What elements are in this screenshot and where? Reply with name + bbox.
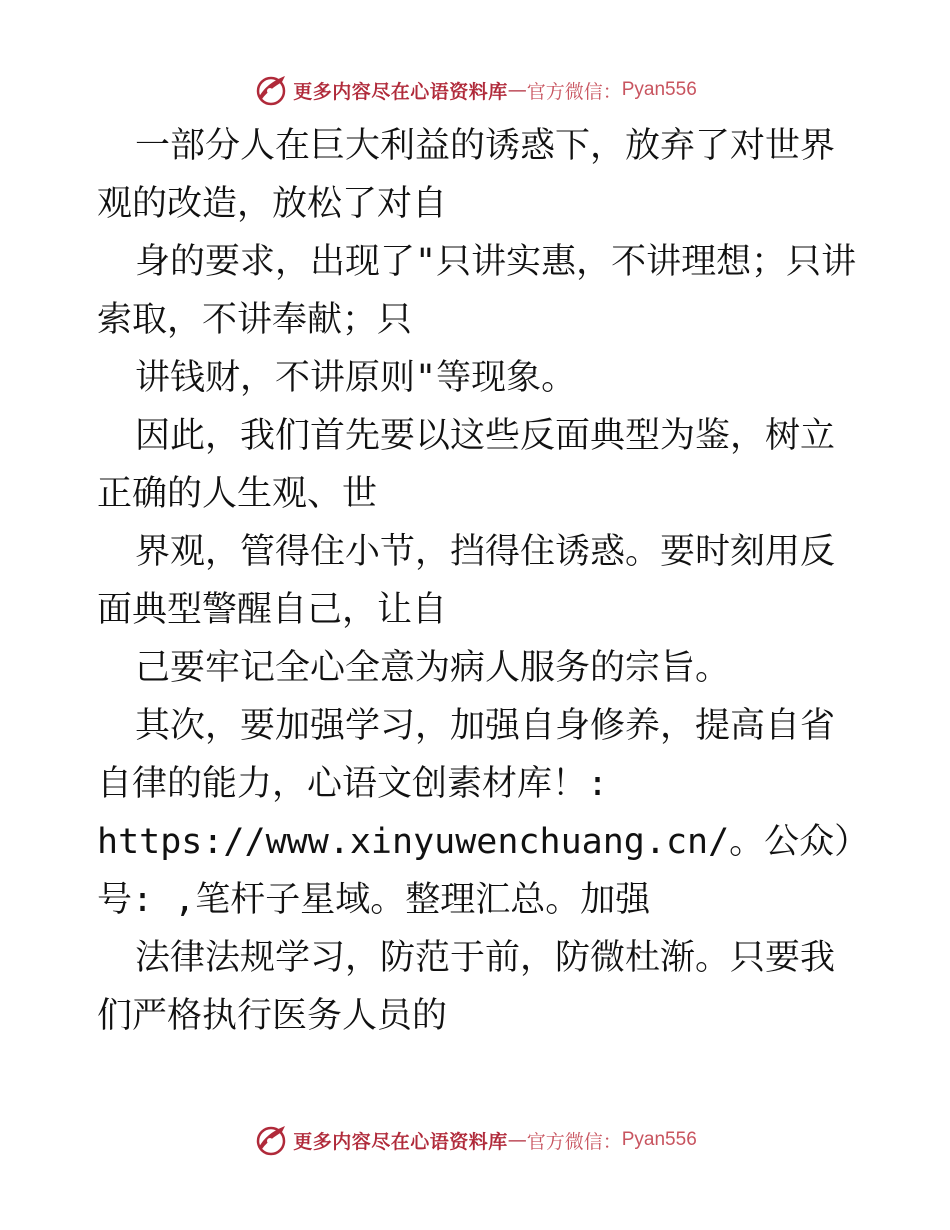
paragraph: 一部分人在巨大利益的诱惑下，放弃了对世界观的改造，放松了对自 bbox=[97, 126, 836, 224]
header-promo-text: 更多内容尽在心语资料库 bbox=[293, 80, 508, 103]
footer-promo-text: 更多内容尽在心语资料库 bbox=[293, 1130, 508, 1153]
paragraph: 身的要求，出现了"只讲实惠，不讲理想；只讲索取，不讲奉献；只 bbox=[97, 242, 857, 340]
paragraph: 法律法规学习，防范于前，防微杜渐。只要我们严格执行医务人员的 bbox=[97, 938, 836, 1036]
paragraph: 界观，管得住小节，挡得住诱惑。要时刻用反面典型警醒自己，让自 bbox=[97, 532, 836, 630]
header-banner bbox=[0, 68, 950, 112]
paragraph: 讲钱财，不讲原则"等现象。 bbox=[135, 358, 577, 398]
paragraph: 其次，要加强学习，加强自身修养，提高自省自律的能力，心语文创素材库！: https://www.xinyuwenchuang.cn/。公众）号: ,笔杆子星域。整理汇总。加强 bbox=[97, 706, 852, 920]
header-wechat-id: Pyan556 bbox=[621, 79, 697, 100]
header-wechat-label: 官方微信： bbox=[526, 80, 622, 103]
paragraph: 因此，我们首先要以这些反面典型为鉴，树立正确的人生观、世 bbox=[97, 416, 836, 514]
pen-logo-icon bbox=[253, 1122, 289, 1158]
footer-dash: — bbox=[507, 1129, 527, 1151]
footer-banner bbox=[0, 1118, 950, 1162]
footer-wechat-id: Pyan556 bbox=[621, 1129, 697, 1150]
paragraph: 己要牢记全心全意为病人服务的宗旨。 bbox=[135, 648, 731, 688]
pen-logo-icon bbox=[253, 72, 289, 108]
footer-wechat-label: 官方微信： bbox=[526, 1130, 622, 1153]
header-dash: — bbox=[507, 79, 527, 101]
document-body bbox=[97, 117, 857, 1045]
